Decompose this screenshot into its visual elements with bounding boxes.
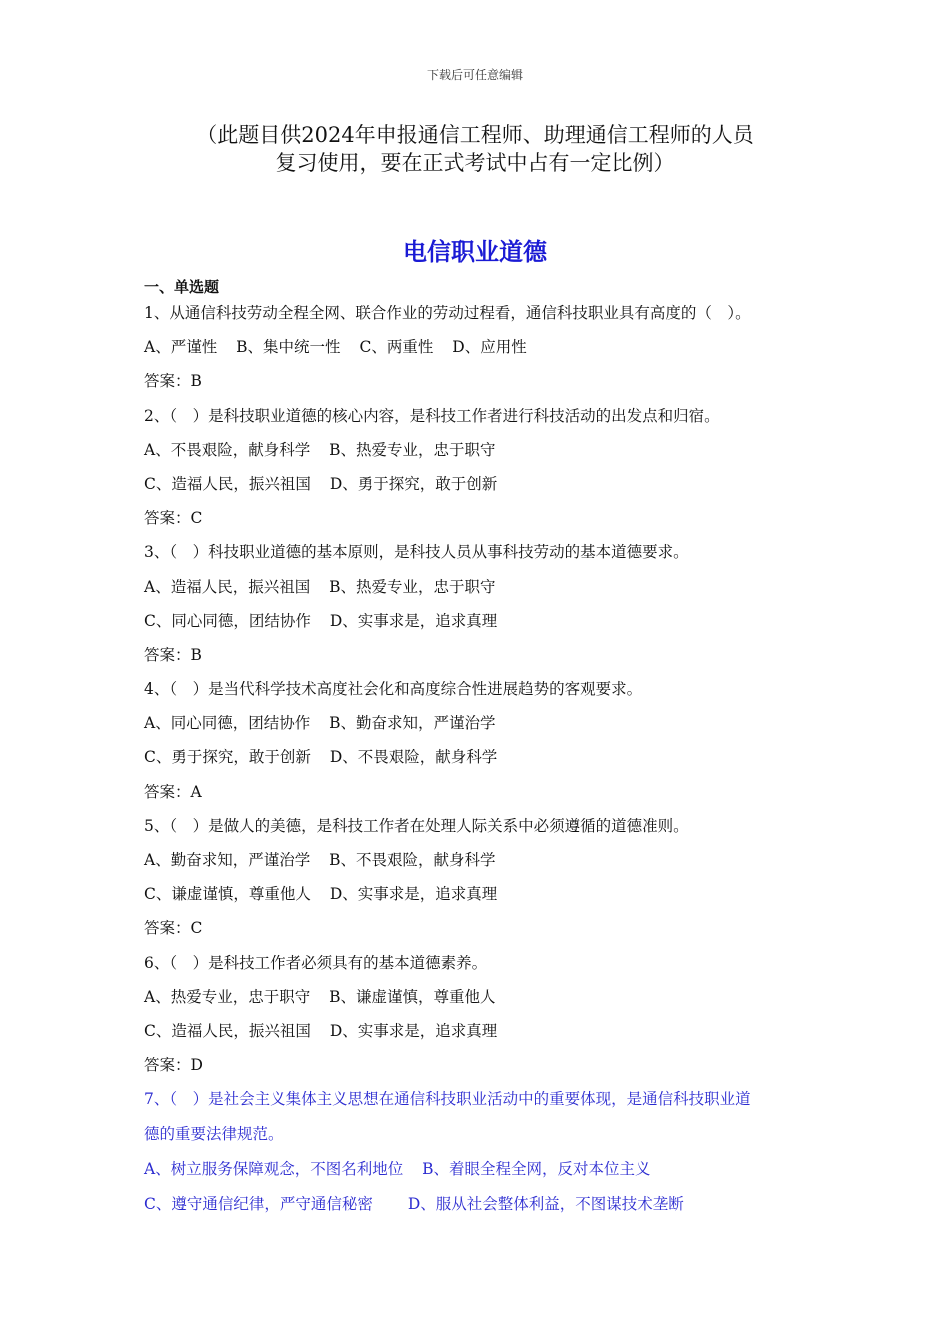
option: A、同心同德，团结协作: [144, 714, 311, 733]
answer: 答案：B: [144, 372, 202, 391]
intro-note: [0, 121, 950, 177]
answer: 答案：A: [144, 782, 202, 801]
option: B、谦虚谨慎，尊重他人: [329, 987, 496, 1006]
option: A、不畏艰险，献身科学: [144, 440, 311, 459]
question-stem: 3、（ ）科技职业道德的基本原则，是科技人员从事科技劳动的基本道德要求。: [144, 543, 689, 562]
option: B、集中统一性: [236, 338, 341, 357]
option: D、实事求是，追求真理: [329, 885, 498, 904]
options-line: [144, 604, 824, 638]
header-note: 下载后可任意编辑: [426, 68, 523, 82]
option: C、遵守通信纪律，严守通信秘密: [144, 1194, 373, 1213]
option: B、热爱专业，忠于职守: [329, 577, 496, 596]
option: D、应用性: [452, 338, 527, 357]
options-line: [144, 980, 824, 1014]
answer: 答案：B: [144, 645, 202, 664]
option: D、实事求是，追求真理: [329, 611, 498, 630]
intro-line-1: （此题目供2024年申报通信工程师、助理通信工程师的人员: [196, 123, 754, 147]
option: D、服从社会整体利益，不图谋技术垄断: [407, 1194, 684, 1213]
options-line: [144, 843, 824, 877]
intro-line-2: 复习使用，要在正式考试中占有一定比例）: [275, 151, 675, 175]
options-line: [144, 1014, 824, 1048]
option: D、勇于探究，敢于创新: [329, 474, 498, 493]
option: B、不畏艰险，献身科学: [329, 851, 496, 869]
options-line: [144, 1187, 824, 1222]
option: C、勇于探究，敢于创新: [144, 748, 311, 767]
option: D、实事求是，追求真理: [329, 1021, 498, 1040]
answer: 答案：D: [144, 1056, 203, 1075]
highlighted-question: [144, 1082, 824, 1221]
question-stem: 4、（ ）是当代科学技术高度社会化和高度综合性进展趋势的客观要求。: [144, 680, 643, 699]
option: C、造福人民，振兴祖国: [144, 474, 311, 493]
option: C、造福人民，振兴祖国: [144, 1021, 311, 1040]
option: B、热爱专业，忠于职守: [329, 440, 496, 459]
question-stem: 7、（ ）是社会主义集体主义思想在通信科技职业活动中的重要体现，是通信科技职业道: [144, 1090, 751, 1109]
option: B、勤奋求知，严谨治学: [329, 714, 496, 733]
options-line: [144, 877, 824, 911]
option: D、不畏艰险，献身科学: [329, 748, 498, 767]
question-stem: 6、（ ）是科技工作者必须具有的基本道德素养。: [144, 953, 488, 972]
answer: 答案：C: [144, 919, 203, 938]
option: A、热爱专业，忠于职守: [144, 987, 311, 1006]
question-list: [144, 296, 824, 1222]
options-line: [144, 740, 824, 774]
section-heading: 一、单选题: [144, 278, 220, 296]
option: A、树立服务保障观念，不图名利地位: [144, 1159, 404, 1178]
option: C、两重性: [359, 338, 434, 357]
option: A、勤奋求知，严谨治学: [144, 851, 311, 869]
option: C、同心同德，团结协作: [144, 611, 311, 630]
question-stem-continued: 德的重要法律规范。: [144, 1125, 284, 1144]
options-line: [144, 467, 824, 501]
question-stem: 1、从通信科技劳动全程全网、联合作业的劳动过程看，通信科技职业具有高度的（ ）。: [144, 304, 751, 322]
options-line: [144, 706, 824, 740]
question-stem: 2、（ ）是科技职业道德的核心内容，是科技工作者进行科技活动的出发点和归宿。: [144, 406, 720, 425]
options-line: [144, 1152, 824, 1187]
options-line: [144, 570, 824, 604]
options-line: [144, 433, 824, 467]
option: B、着眼全程全网，反对本位主义: [422, 1159, 651, 1178]
option: A、造福人民，振兴祖国: [144, 577, 311, 596]
question-stem: 5、（ ）是做人的美德，是科技工作者在处理人际关系中必须遵循的道德准则。: [144, 816, 689, 835]
answer: 答案：C: [144, 509, 203, 528]
document-title: 电信职业道德: [403, 238, 547, 266]
option: A、严谨性: [144, 338, 218, 357]
options-line: [144, 330, 824, 364]
option: C、谦虚谨慎，尊重他人: [144, 885, 311, 904]
